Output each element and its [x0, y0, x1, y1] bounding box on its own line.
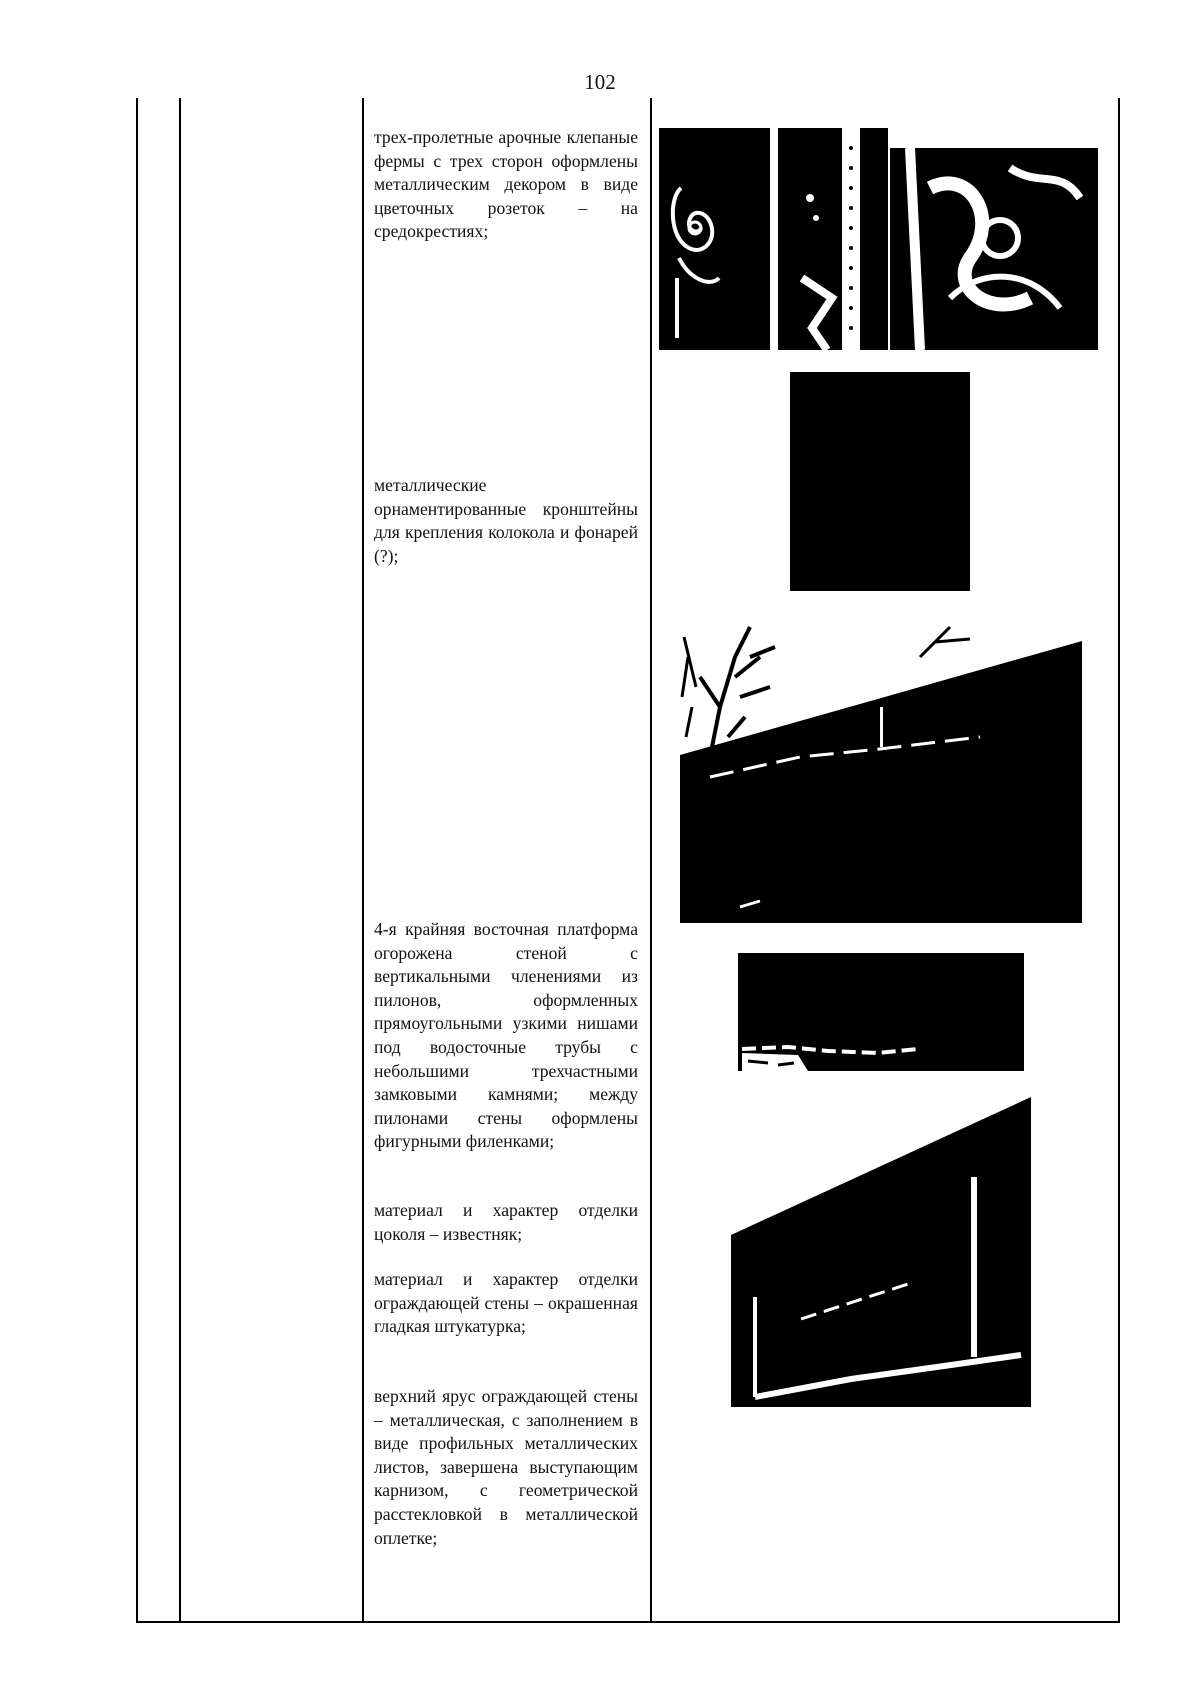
photo-wall-panel: [731, 1097, 1031, 1407]
description-upper-tier: верхний ярус ограждающей стены – металлическая, с заполнением в виде профильных металлических листов, завершена выступающим карнизом, с геометрической расстекловкой в металлической оплетке;: [374, 1386, 638, 1548]
description-brackets: металлические орнаментированные кронштейны для крепления колокола и фонарей (?);: [374, 475, 638, 566]
description-wall-finish: материал и характер отделки ограждающей стены – окрашенная гладкая штукатурка;: [374, 1269, 638, 1337]
photo-truss-rivets-center: [772, 128, 888, 350]
table-column-divider-3: [650, 98, 652, 1623]
photo-plinth: [738, 953, 1024, 1071]
description-truss-decor: трех-пролетные арочные клепаные фермы с трех сторон оформлены металлическим декором в виде цветочных розеток – на средокрестиях;: [374, 127, 638, 242]
table-border-bottom: [136, 1621, 1120, 1623]
photo-east-platform-wall: [680, 617, 1082, 923]
photo-truss-crossing: [890, 148, 1098, 350]
description-east-platform-wall: 4-я крайняя восточная платформа огорожена стеной с вертикальными членениями из пилонов, оформленных прямоугольными узкими нишами под водосточные трубы с небольшими трехчастными замковыми камнями; между пилонами стены оформлены фигурными филенками;: [374, 919, 638, 1152]
photo-bracket: [790, 372, 970, 591]
table-column-divider-1: [179, 98, 181, 1623]
table-column-divider-2: [362, 98, 364, 1623]
table-border-right: [1118, 98, 1120, 1623]
page-number: 102: [584, 70, 616, 94]
photo-truss-rosette-left: [659, 128, 770, 350]
table-border-left: [136, 98, 138, 1623]
description-plinth-material: материал и характер отделки цоколя – известняк;: [374, 1200, 638, 1244]
